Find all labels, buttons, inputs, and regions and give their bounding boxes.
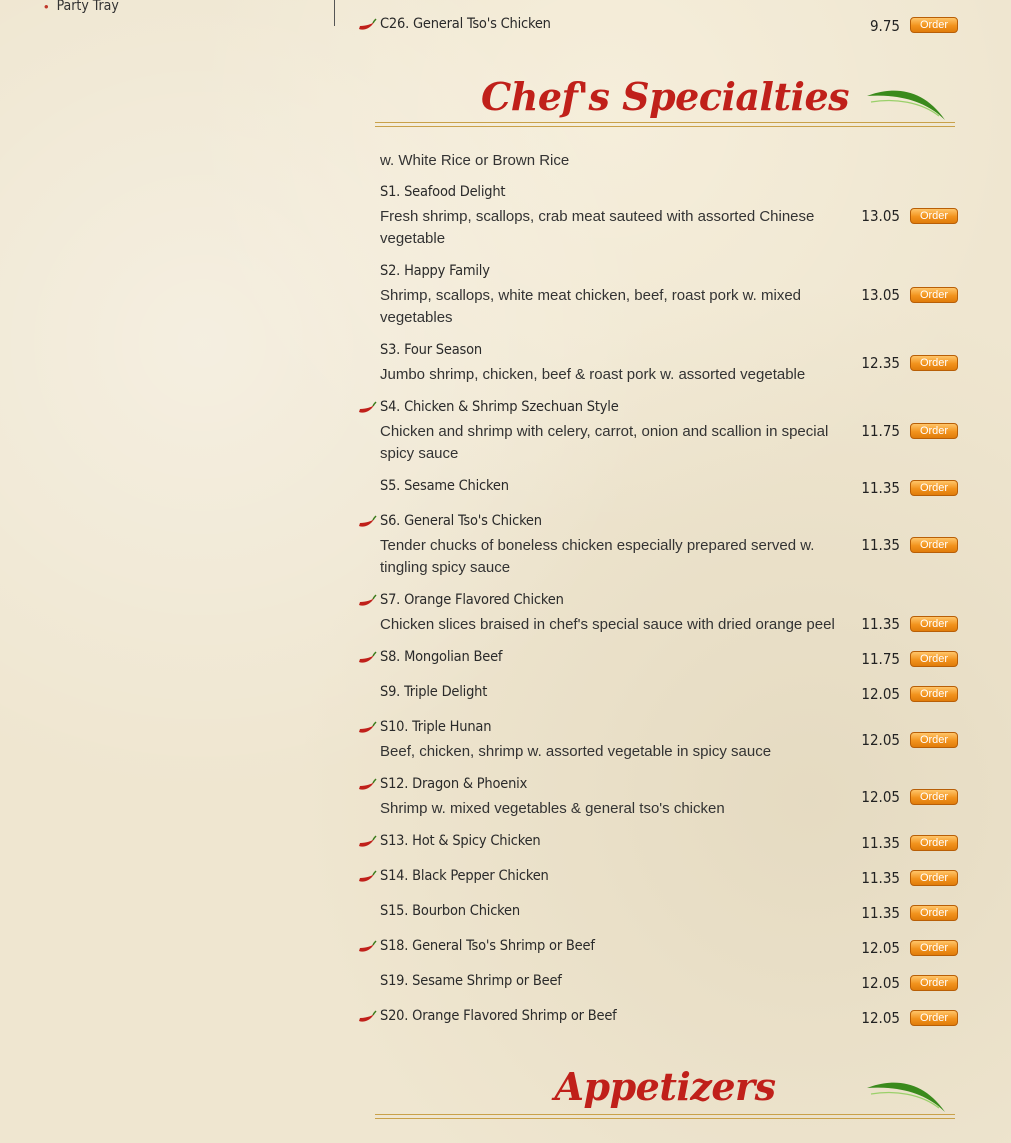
item-price: 12.05 [861, 974, 900, 992]
item-description: Tender chucks of boneless chicken especially prepared served w. tingling spicy sauce [380, 537, 815, 576]
item-name: S13. Hot & Spicy Chicken [380, 833, 541, 849]
item-name: S20. Orange Flavored Shrimp or Beef [380, 1008, 617, 1024]
item-name: S4. Chicken & Shrimp Szechuan Style [380, 399, 619, 415]
item-name: S14. Black Pepper Chicken [380, 868, 549, 884]
chili-pepper-icon [357, 594, 377, 608]
chili-pepper-icon [357, 778, 377, 792]
item-price: 11.35 [861, 869, 900, 887]
order-button[interactable]: Order [910, 686, 958, 702]
chili-pepper-icon [357, 18, 377, 32]
chili-pepper-icon [357, 870, 377, 884]
item-price: 9.75 [869, 17, 900, 35]
order-button[interactable]: Order [910, 1010, 958, 1026]
order-button[interactable]: Order [910, 423, 958, 439]
order-button[interactable]: Order [910, 835, 958, 851]
section-divider [375, 122, 955, 127]
section-title: Chef's Specialties [480, 74, 850, 119]
item-description: Fresh shrimp, scallops, crab meat sauteed with assorted Chinese vegetable [380, 208, 815, 247]
sidebar-item-party-tray[interactable] [44, 0, 119, 14]
order-button[interactable]: Order [910, 651, 958, 667]
order-button[interactable]: Order [910, 870, 958, 886]
order-button[interactable]: Order [910, 480, 958, 496]
item-name: S18. General Tso's Shrimp or Beef [380, 938, 595, 954]
bullet-icon: • [44, 0, 49, 14]
chili-pepper-icon [357, 515, 377, 529]
item-name: S3. Four Season [380, 342, 482, 358]
section-intro: w. White Rice or Brown Rice [380, 152, 570, 169]
chili-pepper-icon [357, 401, 377, 415]
item-name: S9. Triple Delight [380, 684, 488, 700]
item-description: Chicken and shrimp with celery, carrot, onion and scallion in special spicy sauce [380, 423, 829, 462]
order-button[interactable]: Order [910, 905, 958, 921]
order-button[interactable]: Order [910, 975, 958, 991]
sidebar-item-label: Party Tray [56, 0, 119, 14]
section-title: Appetizers [554, 1064, 776, 1109]
item-name: S1. Seafood Delight [380, 184, 506, 200]
chili-pepper-icon [357, 721, 377, 735]
item-price: 11.35 [861, 479, 900, 497]
item-price: 12.05 [861, 788, 900, 806]
section-divider [375, 1114, 955, 1119]
item-price: 12.35 [861, 354, 900, 372]
item-name: S15. Bourbon Chicken [380, 903, 520, 919]
order-button[interactable]: Order [910, 355, 958, 371]
item-price: 12.05 [861, 685, 900, 703]
order-button[interactable]: Order [910, 537, 958, 553]
chili-pepper-icon [357, 1010, 377, 1024]
item-name: S10. Triple Hunan [380, 719, 492, 735]
item-description: Chicken slices braised in chef's special sauce with dried orange peel [380, 616, 835, 633]
item-price: 13.05 [861, 286, 900, 304]
section-header-chefs-specialties [375, 72, 955, 132]
order-button[interactable]: Order [910, 732, 958, 748]
item-price: 11.35 [861, 904, 900, 922]
item-name: C26. General Tso's Chicken [380, 16, 551, 32]
order-button[interactable]: Order [910, 17, 958, 33]
item-description: Beef, chicken, shrimp w. assorted vegetable in spicy sauce [380, 743, 772, 760]
item-price: 12.05 [861, 731, 900, 749]
item-name: S5. Sesame Chicken [380, 478, 509, 494]
item-description: Jumbo shrimp, chicken, beef & roast pork w. assorted vegetable [380, 366, 806, 383]
order-button[interactable]: Order [910, 616, 958, 632]
category-sidebar [0, 0, 335, 1143]
chili-pepper-icon [357, 651, 377, 665]
item-price: 11.75 [861, 422, 900, 440]
sidebar-divider [334, 0, 335, 26]
item-price: 12.05 [861, 1009, 900, 1027]
leaf-icon [865, 76, 951, 124]
chili-pepper-icon [357, 940, 377, 954]
item-price: 11.35 [861, 615, 900, 633]
item-price: 11.35 [861, 834, 900, 852]
item-name: S12. Dragon & Phoenix [380, 776, 528, 792]
order-button[interactable]: Order [910, 287, 958, 303]
order-button[interactable]: Order [910, 208, 958, 224]
chili-pepper-icon [357, 835, 377, 849]
item-name: S2. Happy Family [380, 263, 490, 279]
item-price: 11.35 [861, 536, 900, 554]
item-description: Shrimp w. mixed vegetables & general tso's chicken [380, 800, 725, 817]
item-name: S6. General Tso's Chicken [380, 513, 542, 529]
item-name: S19. Sesame Shrimp or Beef [380, 973, 562, 989]
item-description: Shrimp, scallops, white meat chicken, beef, roast pork w. mixed vegetables [380, 287, 802, 326]
order-button[interactable]: Order [910, 789, 958, 805]
item-price: 13.05 [861, 207, 900, 225]
item-price: 11.75 [861, 650, 900, 668]
item-price: 12.05 [861, 939, 900, 957]
item-name: S7. Orange Flavored Chicken [380, 592, 564, 608]
section-header-appetizers [375, 1064, 955, 1124]
leaf-icon [865, 1068, 951, 1116]
order-button[interactable]: Order [910, 940, 958, 956]
item-name: S8. Mongolian Beef [380, 649, 503, 665]
